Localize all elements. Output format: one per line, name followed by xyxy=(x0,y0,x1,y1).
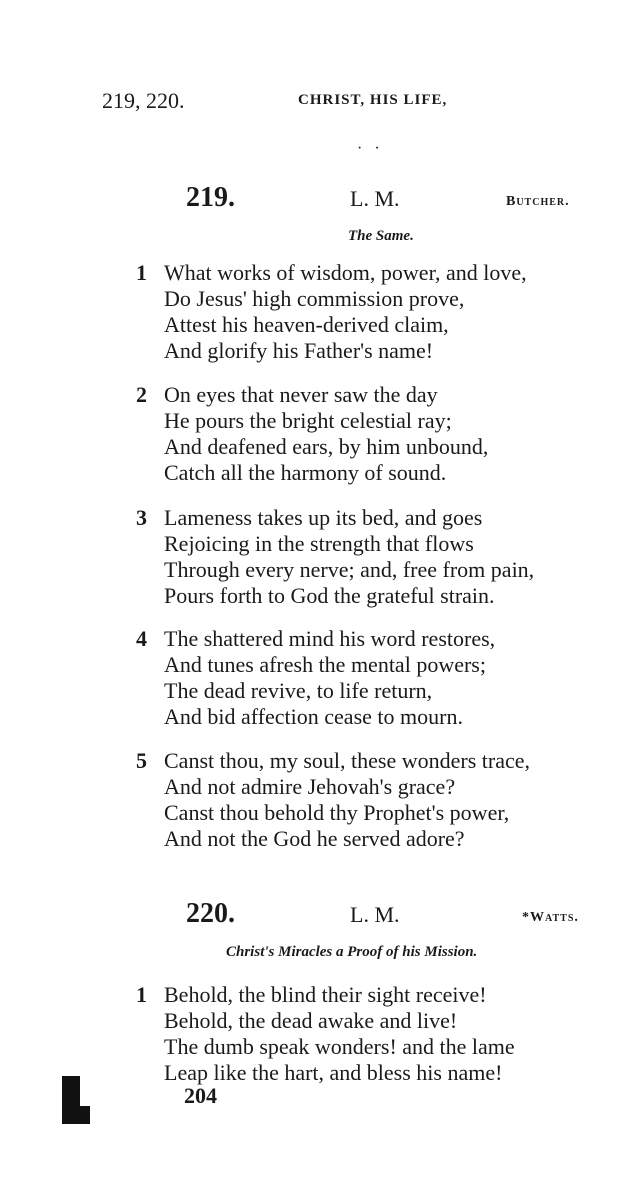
stanza-number: 5 xyxy=(136,748,147,773)
verse-line: And bid affection cease to mourn. xyxy=(164,704,463,729)
verse-line: And tunes afresh the mental powers; xyxy=(164,652,486,677)
verse-line: The dead revive, to life return, xyxy=(164,678,433,703)
stanza-number: 3 xyxy=(136,505,147,530)
stanza-number: 1 xyxy=(136,260,147,285)
stanza-number: 1 xyxy=(136,982,147,1007)
verse-line: Behold, the dead awake and live! xyxy=(164,1008,458,1033)
verse-line: Catch all the harmony of sound. xyxy=(164,460,447,485)
verse-line: And not the God he served adore? xyxy=(164,826,465,851)
hymn-number: 220. xyxy=(186,898,235,929)
verse-line: The shattered mind his word restores, xyxy=(164,626,496,651)
verse-line: The dumb speak wonders! and the lame xyxy=(164,1034,515,1059)
verse-line: Lameness takes up its bed, and goes xyxy=(164,505,483,530)
verse-line: Do Jesus' high commission prove, xyxy=(164,286,465,311)
hymn-220-header xyxy=(0,898,640,938)
scan-corner-mark xyxy=(62,1076,80,1124)
hymn-author: *Watts. xyxy=(522,910,579,925)
running-head-title: CHRIST, HIS LIFE, xyxy=(298,92,448,108)
verse-line: What works of wisdom, power, and love, xyxy=(164,260,527,285)
verse-line: Attest his heaven-derived claim, xyxy=(164,312,449,337)
verse-line: On eyes that never saw the day xyxy=(164,382,438,407)
verse-line: Through every nerve; and, free from pain, xyxy=(164,557,535,582)
ornament-dots: · · xyxy=(357,140,384,157)
hymn-219-subtitle: The Same. xyxy=(348,228,414,244)
hymn-author: Butcher. xyxy=(506,194,570,209)
stanza-number: 2 xyxy=(136,382,147,407)
verse-line: Leap like the hart, and bless his name! xyxy=(164,1060,503,1085)
verse-line: And glorify his Father's name! xyxy=(164,338,434,363)
verse-line: He pours the bright celestial ray; xyxy=(164,408,452,433)
hymn-220-subtitle: Christ's Miracles a Proof of his Mission. xyxy=(226,944,478,960)
hymn-219-header xyxy=(0,182,640,222)
verse-line: Canst thou behold thy Prophet's power, xyxy=(164,800,510,825)
page-number: 204 xyxy=(184,1083,217,1108)
verse-line: And not admire Jehovah's grace? xyxy=(164,774,456,799)
hymn-meter: L. M. xyxy=(350,902,400,927)
running-head-numbers: 219, 220. xyxy=(102,88,185,113)
hymn-meter: L. M. xyxy=(350,186,400,211)
verse-line: Canst thou, my soul, these wonders trace, xyxy=(164,748,530,773)
verse-line: And deafened ears, by him unbound, xyxy=(164,434,489,459)
verse-line: Rejoicing in the strength that flows xyxy=(164,531,474,556)
hymn-number: 219. xyxy=(186,182,235,213)
stanza-number: 4 xyxy=(136,626,147,651)
verse-line: Pours forth to God the grateful strain. xyxy=(164,583,495,608)
verse-line: Behold, the blind their sight receive! xyxy=(164,982,487,1007)
